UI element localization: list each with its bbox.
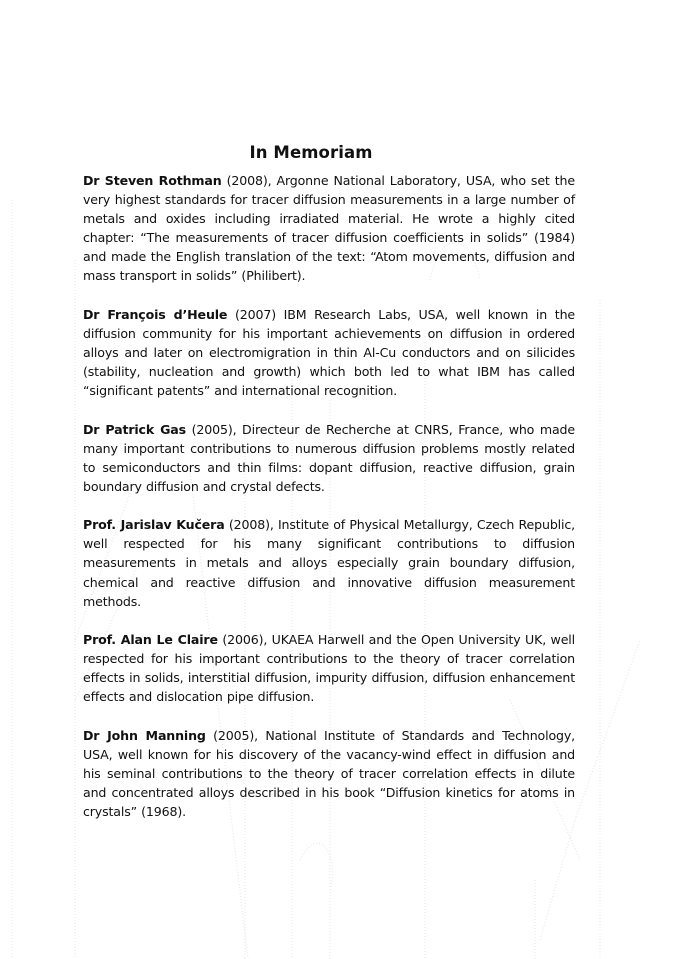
memoriam-entry — [83, 420, 575, 496]
person-name: Dr John Manning — [83, 727, 206, 743]
memoriam-entry — [83, 630, 575, 706]
memoriam-entry — [83, 726, 575, 821]
in-memoriam-page — [83, 141, 575, 841]
entry-text: (2005), Directeur de Recherche at CNRS, France, who made many important contributions to numerous diffusion problems mostly related to semiconductors and thin films: dopant diffusion, reactive diffusion, grain boundary diffusion and crystal defects. — [83, 421, 575, 494]
entry-text: (2007) IBM Research Labs, USA, well known in the diffusion community for his important achievements on diffusion in ordered alloys and later on electromigration in thin Al-Cu conductors and on silicides (stability, nucleation and growth) which both led to what IBM has called “significant patents” and international recognition. — [83, 306, 575, 399]
person-name: Prof. Jarislav Kučera — [83, 517, 225, 533]
entry-text: (2005), National Institute of Standards and Technology, USA, well known for his discovery of the vacancy-wind effect in diffusion and his seminal contributions to the theory of tracer correlation effects in dilute and concentrated alloys described in his book “Diffusion kinetics for atoms in crystals” (1968). — [83, 727, 575, 820]
memoriam-entry — [83, 171, 575, 286]
person-name: Prof. Alan Le Claire — [83, 632, 218, 648]
memoriam-entry — [83, 515, 575, 610]
person-name: Dr Patrick Gas — [83, 421, 186, 437]
person-name: Dr Steven Rothman — [83, 173, 222, 188]
person-name: Dr François d’Heule — [83, 306, 228, 322]
entry-text: (2008), Institute of Physical Metallurgy, Czech Republic, well respected for his many significant contributions to diffusion measurements in metals and alloys especially grain boundary diffusion, chemical and reactive diffusion and innovative diffusion measurement methods. — [83, 517, 575, 609]
page-title: In Memoriam — [249, 143, 373, 162]
entry-text: (2006), UKAEA Harwell and the Open University UK, well respected for his important contributions to the theory of tracer correlation effects in solids, interstitial diffusion, impurity diffusion, diffusion enhancement effects and dislocation pipe diffusion. — [83, 632, 575, 705]
memoriam-entry — [83, 305, 575, 400]
entry-text: (2008), Argonne National Laboratory, USA, who set the very highest standards for tracer diffusion measurements in a large number of metals and oxides including irradiated material. He wrote a highly cited chapter: “The measurements of tracer diffusion coefficients in solids” (1984) and made the English translation of the text: “Atom movements, diffusion and mass transport in solids” (Philibert). — [83, 173, 575, 284]
